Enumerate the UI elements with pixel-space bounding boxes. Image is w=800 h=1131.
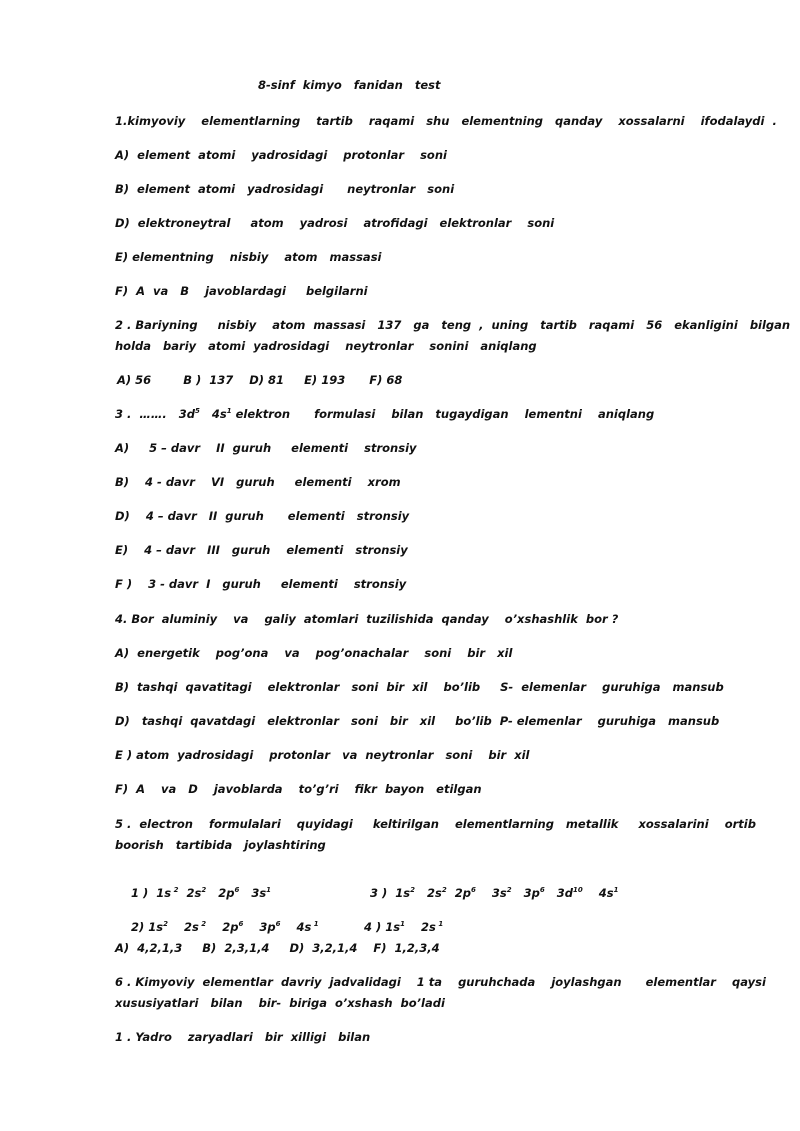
q1-option-a: A) element atomi yadrosidagi protonlar soni <box>115 148 447 162</box>
q5-c3-sup: 6 <box>539 886 545 894</box>
question-3 <box>115 407 654 421</box>
question-1: 1.kimyoviy elementlarning tartib raqami shu elementning qanday xossalarni ifodalaydi . <box>115 114 777 128</box>
q5-c3-term: 3p <box>511 886 540 900</box>
q5-c4-sup: 1 <box>400 920 406 928</box>
q5-c3-sup: 10 <box>573 886 583 894</box>
q2-answers: A) 56 B ) 137 D) 81 E) 193 F) 68 <box>113 373 403 387</box>
q5-c2-sup: 2 <box>198 920 207 928</box>
q5-c1-sup: 1 <box>266 886 272 894</box>
question-6-line-2: xususiyatlari bilan bir- biriga o’xshash bo’ladi <box>115 996 445 1010</box>
q5-c2-term: 2) 1s <box>131 920 164 934</box>
q3-option-b: B) 4 - davr VI guruh elementi xrom <box>115 475 401 489</box>
q5-c1-sup: 2 <box>201 886 207 894</box>
q5-c2-sup: 6 <box>275 920 281 928</box>
q5-c2-sup: 6 <box>238 920 244 928</box>
q5-c2-term: 2s <box>168 920 199 934</box>
q5-c3-sup: 2 <box>410 886 416 894</box>
q5-c1-term: 1 ) 1s <box>131 886 172 900</box>
q5-c1-sup: 6 <box>234 886 240 894</box>
q5-c4-term: 2s <box>405 920 436 934</box>
q5-c2-term: 2p <box>206 920 239 934</box>
q4-option-f: F) A va D javoblarda to’g’ri fikr bayon etilgan <box>115 782 482 796</box>
q5-c4-sup: 1 <box>435 920 444 928</box>
question-2-line-1: 2 . Bariyning nisbiy atom massasi 137 ga teng , uning tartib raqami 56 ekanligini bilgan <box>115 318 791 332</box>
q5-c2-sup: 2 <box>163 920 168 928</box>
q4-option-e: E ) atom yadrosidagi protonlar va neytronlar soni bir xil <box>115 748 530 762</box>
q5-c3-sup: 2 <box>441 886 447 894</box>
question-6-line-1: 6 . Kimyoviy elementlar davriy jadvalidagi 1 ta guruhchada joylashgan elementlar qaysi <box>115 975 766 989</box>
q1-option-b: B) element atomi yadrosidagi neytronlar soni <box>115 182 455 196</box>
q6-option-1: 1 . Yadro zaryadlari bir xilligi bilan <box>115 1030 371 1044</box>
q5-c2-term: 3p <box>243 920 276 934</box>
q3-prefix: 3 . ……. 3d <box>115 407 195 421</box>
q4-option-d: D) tashqi qavatdagi elektronlar soni bir xil bo’lib P- elemenlar guruhiga mansub <box>115 714 720 728</box>
q5-c2-sup: 1 <box>311 920 319 928</box>
q1-option-e: E) elementning nisbiy atom massasi <box>115 250 382 264</box>
q3-option-d: D) 4 – davr II guruh elementi stronsiy <box>115 509 410 523</box>
q5-c3-sup: 1 <box>613 886 619 894</box>
question-2-line-2: holda bariy atomi yadrosidagi neytronlar sonini aniqlang <box>115 339 537 353</box>
q5-c3-term: 4s <box>582 886 614 900</box>
q5-c3-sup: 6 <box>471 886 476 894</box>
q5-c1-term: 3s <box>239 886 267 900</box>
q5-c1-sup: 2 <box>171 886 179 894</box>
q5-c1-term: 2s <box>178 886 202 900</box>
q4-option-a: A) energetik pog’ona va pog’onachalar soni bir xil <box>115 646 513 660</box>
question-4: 4. Bor aluminiy va galiy atomlari tuzilishida qanday o’xshashlik bor ? <box>115 612 619 626</box>
q3-option-f: F ) 3 - davr I guruh elementi stronsiy <box>115 577 407 591</box>
question-5-line-2: boorish tartibida joylashtiring <box>115 838 326 852</box>
q5-c3-term: 3d <box>544 886 573 900</box>
q5-c1-term: 2p <box>206 886 235 900</box>
q5-c3-term: 3 ) 1s <box>370 886 411 900</box>
q3-option-e: E) 4 – davr III guruh elementi stronsiy <box>115 543 408 557</box>
test-title: 8-sinf kimyo fanidan test <box>258 78 441 92</box>
q4-option-b: B) tashqi qavatitagi elektronlar soni bir xil bo’lib S- elemenlar guruhiga mansub <box>115 680 724 694</box>
q5-c4-term: 4 ) 1s <box>364 920 401 934</box>
q5-c3-term: 2s <box>415 886 442 900</box>
q1-option-f: F) A va B javoblardagi belgilarni <box>115 284 368 298</box>
q1-option-d: D) elektroneytral atom yadrosi atrofidagi elektronlar soni <box>115 216 555 230</box>
q3-mid: 4s <box>199 407 227 421</box>
q3-sup-2: 1 <box>226 407 232 415</box>
question-5-line-1: 5 . electron formulalari quyidagi keltirilgan elementlarning metallik xossalarini ortib <box>115 817 756 831</box>
q5-c3-sup: 2 <box>506 886 512 894</box>
q5-c3-term: 2p <box>446 886 471 900</box>
q3-sup-1: 5 <box>195 407 200 415</box>
q3-suffix: elektron formulasi bilan tugaydigan lementni aniqlang <box>231 407 655 421</box>
q5-c3-term: 3s <box>475 886 507 900</box>
q5-answers: A) 4,2,1,3 B) 2,3,1,4 D) 3,2,1,4 F) 1,2,3,4 <box>115 941 440 955</box>
q5-c2-term: 4s <box>280 920 312 934</box>
q3-option-a: A) 5 – davr II guruh elementi stronsiy <box>115 441 417 455</box>
